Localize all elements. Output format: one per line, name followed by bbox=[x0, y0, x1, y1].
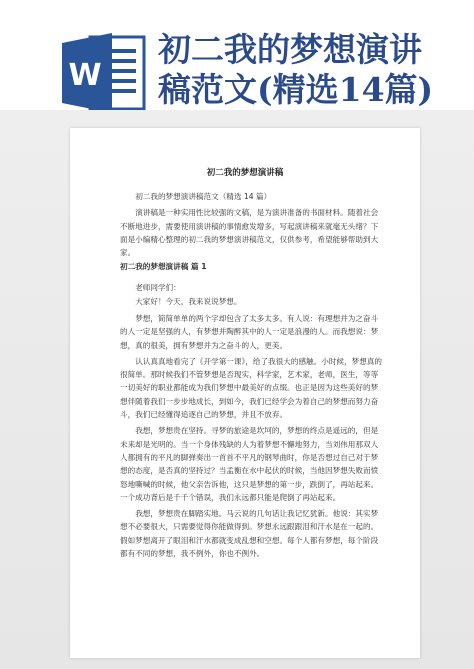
greeting: 老师同学们： bbox=[135, 283, 181, 293]
header-banner bbox=[0, 0, 474, 118]
document-page bbox=[70, 128, 420, 658]
document-title: 初二我的梦想演讲稿 bbox=[206, 168, 284, 178]
intro-paragraph: 演讲稿是一种实用性比较强的文稿，是为演讲准备的书面材料。随着社会不断地进步，需要使用演讲稿的事情愈发增多，写起演讲稿来就毫无头绪？下面是小编精心整理的初二我的梦想演讲稿范文，仅供参考，希望能够帮助到大家。 bbox=[120, 208, 379, 258]
body-paragraph: 梦想，简简单单的两个字却包含了太多太多。有人说：有理想并为之奋斗的人一定是坚强的人，有梦想并陶醉其中的人一定是浪漫的人。而我想说：梦想，真的很美，拥有梦想并为之奋斗的人，更美。 bbox=[120, 313, 379, 350]
opening-line: 大家好！今天，我来说说梦想。 bbox=[135, 296, 242, 306]
section-heading: 初二我的梦想演讲稿 篇 1 bbox=[120, 262, 207, 272]
word-document-icon bbox=[62, 33, 148, 113]
page-title bbox=[158, 30, 468, 110]
body-paragraph: 我想，梦想贵在脚踏实地。马云说的几句话让我记忆犹新。他说：其实梦想不必要很大，只需要觉得你能做得到。梦想永远跟跟泪和汗水是在一起的。假如梦想离开了眼泪和汗水都就变成乱想和空想。每个人都有梦想，每个阶段都有不同的梦想，我不例外，你也不例外。 bbox=[120, 509, 379, 559]
document-body bbox=[120, 190, 382, 560]
body-paragraph: 认认真真地看完了《开学第一课》，给了我很大的感触。小时候，梦想真的很简单。那时候我们不管梦想是否现实，科学家，艺术家，老师，医生，等等一切美好的职业都能成为我们梦想中最美好的点缀。也正是因为这些美好的梦想伴随着我们一步步地成长，到如今，我们已经学会为着自己的梦想而努力奋斗，我们已经懂得追逐自己的梦想，并且不放弃。 bbox=[120, 356, 382, 420]
title-line-2: 稿范文(精选14篇) bbox=[158, 70, 434, 109]
title-line-1: 初二我的梦想演讲 bbox=[158, 30, 422, 69]
document-subtitle: 初二我的梦想演讲稿范文（精选 14 篇） bbox=[135, 192, 272, 201]
logo-letter: W bbox=[68, 58, 102, 93]
body-paragraph: 我想，梦想贵在坚持。寻梦的旅途是坎坷的，梦想的终点是遥远的，但是未来却是光明的。当一个身体残缺的人为着梦想不懈地努力，当刘伟用那双人人都拥有的平凡的脚弹奏出一首首不平凡的钢琴曲时，你是否想过自己对于梦想的态度，是否真的坚持过？当孟衡在水中起伏的时候，当他因梦想失败而愤怒地嘶喊的时候，他父亲告诉他，这只是梦想的第一步，跌倒了，再站起来。一个成功背后是千千个错误，我们永远都只能是爬倒了再站起来。 bbox=[120, 426, 379, 502]
